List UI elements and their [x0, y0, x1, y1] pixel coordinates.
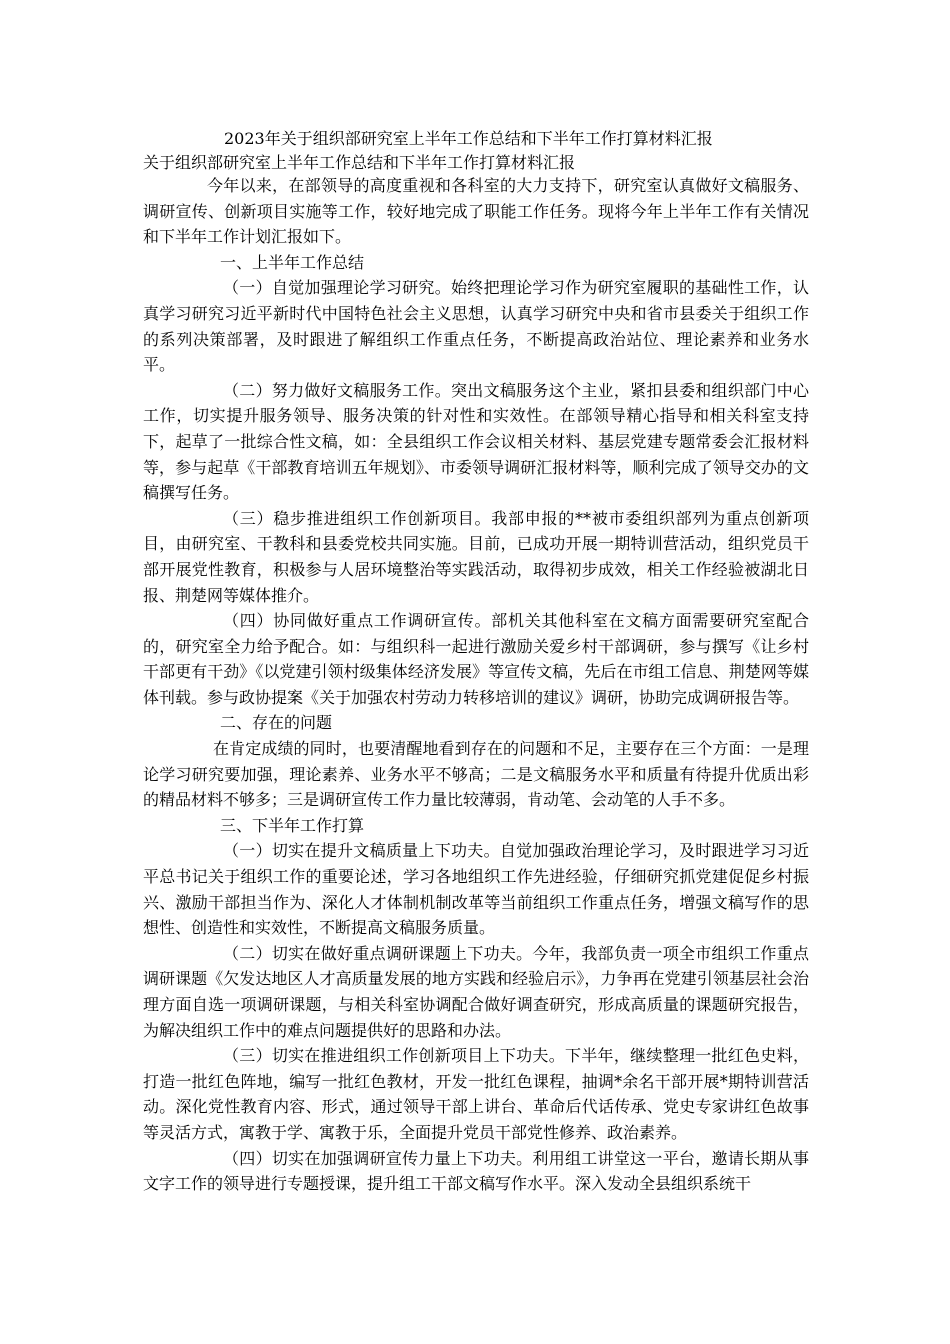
- section-heading-second-half-plan: 三、下半年工作打算: [220, 815, 365, 835]
- body-paragraph: （二）切实在做好重点调研课题上下功夫。今年，我部负责一项全市组织工作重点调研课题《欠发达地区人才高质量发展的地方实践和经验启示》，力争再在党建引领基层社会治理方面自选一项调研课题，与相关科室协调配合做好调查研究，形成高质量的课题研究报告，为解决组织工作中的难点问题提供好的思路和办法。: [143, 943, 809, 1040]
- body-paragraph: （一）自觉加强理论学习研究。始终把理论学习作为研究室履职的基础性工作，认真学习研究习近平新时代中国特色社会主义思想，认真学习研究中央和省市县委关于组织工作的系列决策部署，及时跟进了解组织工作重点任务，不断提高政治站位、理论素养和业务水平。: [143, 278, 809, 375]
- body-paragraph: （四）切实在加强调研宣传力量上下功夫。利用组工讲堂这一平台，邀请长期从事文字工作的领导进行专题授课，提升组工干部文稿写作水平。深入发动全县组织系统干: [143, 1148, 809, 1194]
- document-title: 2023年关于组织部研究室上半年工作总结和下半年工作打算材料汇报: [224, 129, 713, 148]
- section-heading-existing-problems: 二、存在的问题: [220, 713, 333, 733]
- document-subtitle: 关于组织部研究室上半年工作总结和下半年工作打算材料汇报: [143, 153, 576, 172]
- body-paragraph: 在肯定成绩的同时，也要清醒地看到存在的问题和不足，主要存在三个方面：一是理论学习研究要加强，理论素养、业务水平不够高；二是文稿服务水平和质量有待提升优质出彩的精品材料不够多；三是调研宣传工作力量比较薄弱，肯动笔、会动笔的人手不多。: [143, 739, 809, 810]
- body-paragraph: （一）切实在提升文稿质量上下功夫。自觉加强政治理论学习，及时跟进学习习近平总书记关于组织工作的重要论述，学习各地组织工作先进经验，仔细研究抓党建促促乡村振兴、激励干部担当作为、深化人才体制机制改革等当前组织工作重点任务，增强文稿写作的思想性、创造性和实效性，不断提高文稿服务质量。: [143, 841, 809, 938]
- body-paragraph: （二）努力做好文稿服务工作。突出文稿服务这个主业，紧扣县委和组织部门中心工作，切实提升服务领导、服务决策的针对性和实效性。在部领导精心指导和相关科室支持下，起草了一批综合性文稿，如：全县组织工作会议相关材料、基层党建专题常委会汇报材料等，参与起草《干部教育培训五年规划》、市委领导调研汇报材料等，顺利完成了领导交办的文稿撰写任务。: [143, 380, 809, 503]
- body-paragraph: （三）稳步推进组织工作创新项目。我部申报的**被市委组织部列为重点创新项目，由研究室、干教科和县委党校共同实施。目前，已成功开展一期特训营活动，组织党员干部开展党性教育，积极参与人居环境整治等实践活动，取得初步成效，相关工作经验被湖北日报、荆楚网等媒体推介。: [143, 508, 809, 605]
- document-body: [143, 173, 809, 1197]
- intro-paragraph: 今年以来，在部领导的高度重视和各科室的大力支持下，研究室认真做好文稿服务、调研宣传、创新项目实施等工作，较好地完成了职能工作任务。现将今年上半年工作有关情况和下半年工作计划汇报如下。: [143, 176, 809, 247]
- section-heading-first-half-summary: 一、上半年工作总结: [220, 252, 365, 272]
- body-paragraph: （三）切实在推进组织工作创新项目上下功夫。下半年，继续整理一批红色史料，打造一批红色阵地，编写一批红色教材，开发一批红色课程，抽调*余名干部开展*期特训营活动。深化党性教育内容、形式，通过领导干部上讲台、革命后代话传承、党史专家讲红色故事等灵活方式，寓教于学、寓教于乐，全面提升党员干部党性修养、政治素养。: [143, 1046, 809, 1142]
- body-paragraph: （四）协同做好重点工作调研宣传。部机关其他科室在文稿方面需要研究室配合的，研究室全力给予配合。如：与组织科一起进行激励关爱乡村干部调研，参与撰写《让乡村干部更有干劲》《以党建引领村级集体经济发展》等宣传文稿，先后在市组工信息、荆楚网等媒体刊载。参与政协提案《关于加强农村劳动力转移培训的建议》调研，协助完成调研报告等。: [143, 611, 809, 707]
